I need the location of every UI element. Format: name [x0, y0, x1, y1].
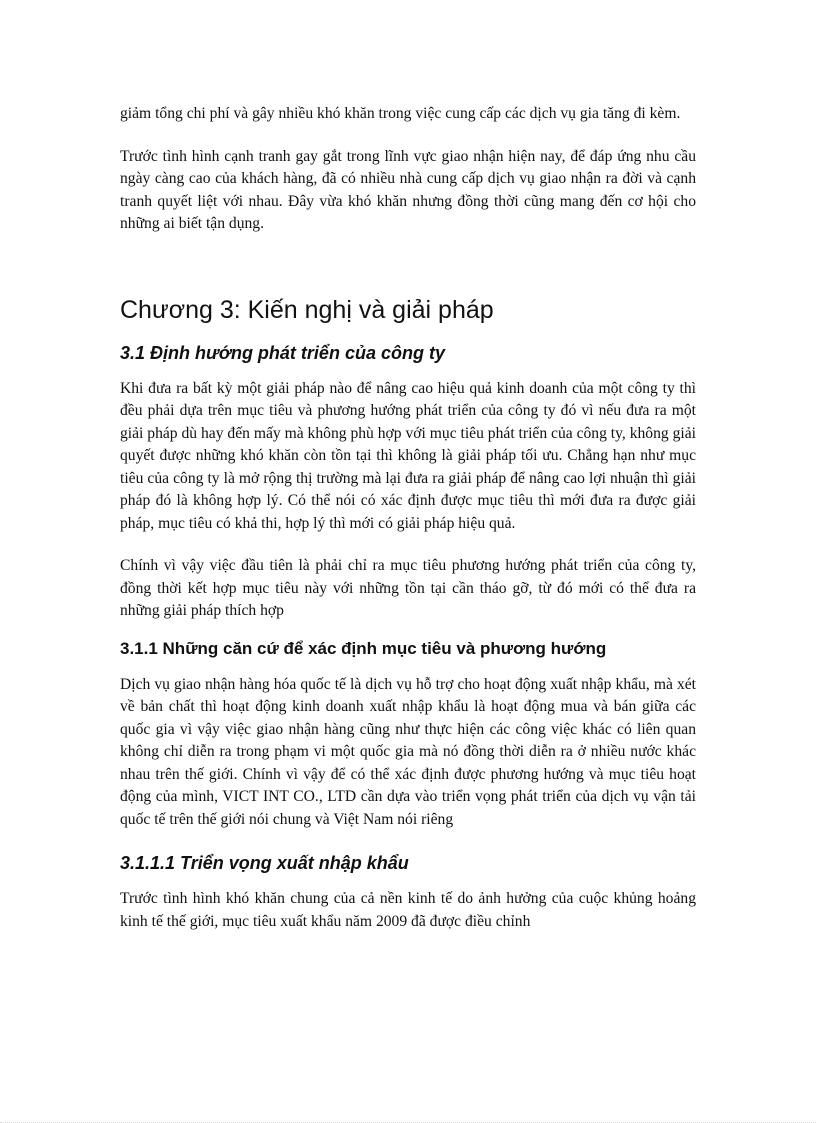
- chapter-title: Chương 3: Kiến nghị và giải pháp: [120, 295, 494, 324]
- section-3-1-1-1-title: 3.1.1.1 Triển vọng xuất nhập khẩu: [120, 853, 409, 873]
- section-3-1-title: 3.1 Định hướng phát triển của công ty: [120, 342, 445, 363]
- section-3-1-1-1-paragraph: Trước tình hình khó khăn chung của cả nền kinh tế do ảnh hưởng của cuộc khủng hoảng kinh tế thế giới, mục tiêu xuất khẩu năm 2009 đã được điều chỉnh: [120, 890, 696, 930]
- section-3-1-paragraph-2: Chính vì vậy việc đầu tiên là phải chỉ ra mục tiêu phương hướng phát triển của công ty, đồng thời kết hợp mục tiêu này với những tồn tại cần tháo gỡ, từ đó mới có thể đưa ra những giải pháp thích hợp: [120, 557, 696, 619]
- document-page: [120, 103, 696, 933]
- intro-paragraph-1: giảm tổng chi phí và gây nhiều khó khăn trong việc cung cấp các dịch vụ gia tăng đi kèm.: [120, 105, 681, 122]
- section-3-1-1-title: 3.1.1 Những căn cứ để xác định mục tiêu và phương hướng: [120, 638, 607, 658]
- section-3-1-paragraph-1: Khi đưa ra bất kỳ một giải pháp nào để nâng cao hiệu quả kinh doanh của một công ty thì đều phải dựa trên mục tiêu và phương hướng phát triển của công ty đó vì nếu đưa ra một giải pháp dù hay đến mấy mà không phù hợp với mục tiêu phát triển của công ty, không giải quyết được những khó khăn còn tồn tại thì không là giải pháp tối ưu. Chẳng hạn như mục tiêu của công ty là mở rộng thị trường mà lại đưa ra giải pháp để nâng cao lợi nhuận thì giải pháp đó là không hợp lý. Có thể nói có xác định được mục tiêu thì mới đưa ra được giải pháp, mục tiêu có khả thi, hợp lý thì mới có giải pháp hiệu quả.: [120, 379, 696, 532]
- section-3-1-1-paragraph: Dịch vụ giao nhận hàng hóa quốc tế là dịch vụ hỗ trợ cho hoạt động xuất nhập khẩu, mà xét về bản chất thì hoạt động kinh doanh xuất nhập khẩu là hoạt động mua và bán giữa các quốc gia vì vậy việc giao nhận hàng cũng như thực hiện các công việc khác có liên quan không chỉ diễn ra trong phạm vi một quốc gia mà nó đồng thời diễn ra ở nhiều nước khác nhau trên thế giới. Chính vì vậy để có thể xác định được phương hướng và mục tiêu hoạt động của mình, VICT INT CO., LTD cần dựa vào triển vọng phát triển của dịch vụ vận tải quốc tế trên thế giới nói chung và Việt Nam nói riêng: [120, 675, 696, 828]
- intro-paragraph-2: Trước tình hình cạnh tranh gay gắt trong lĩnh vực giao nhận hiện nay, để đáp ứng nhu cầu ngày càng cao của khách hàng, đã có nhiều nhà cung cấp dịch vụ giao nhận ra đời và cạnh tranh quyết liệt với nhau. Đây vừa khó khăn nhưng đồng thời cũng mang đến cơ hội cho những ai biết tận dụng.: [120, 147, 696, 232]
